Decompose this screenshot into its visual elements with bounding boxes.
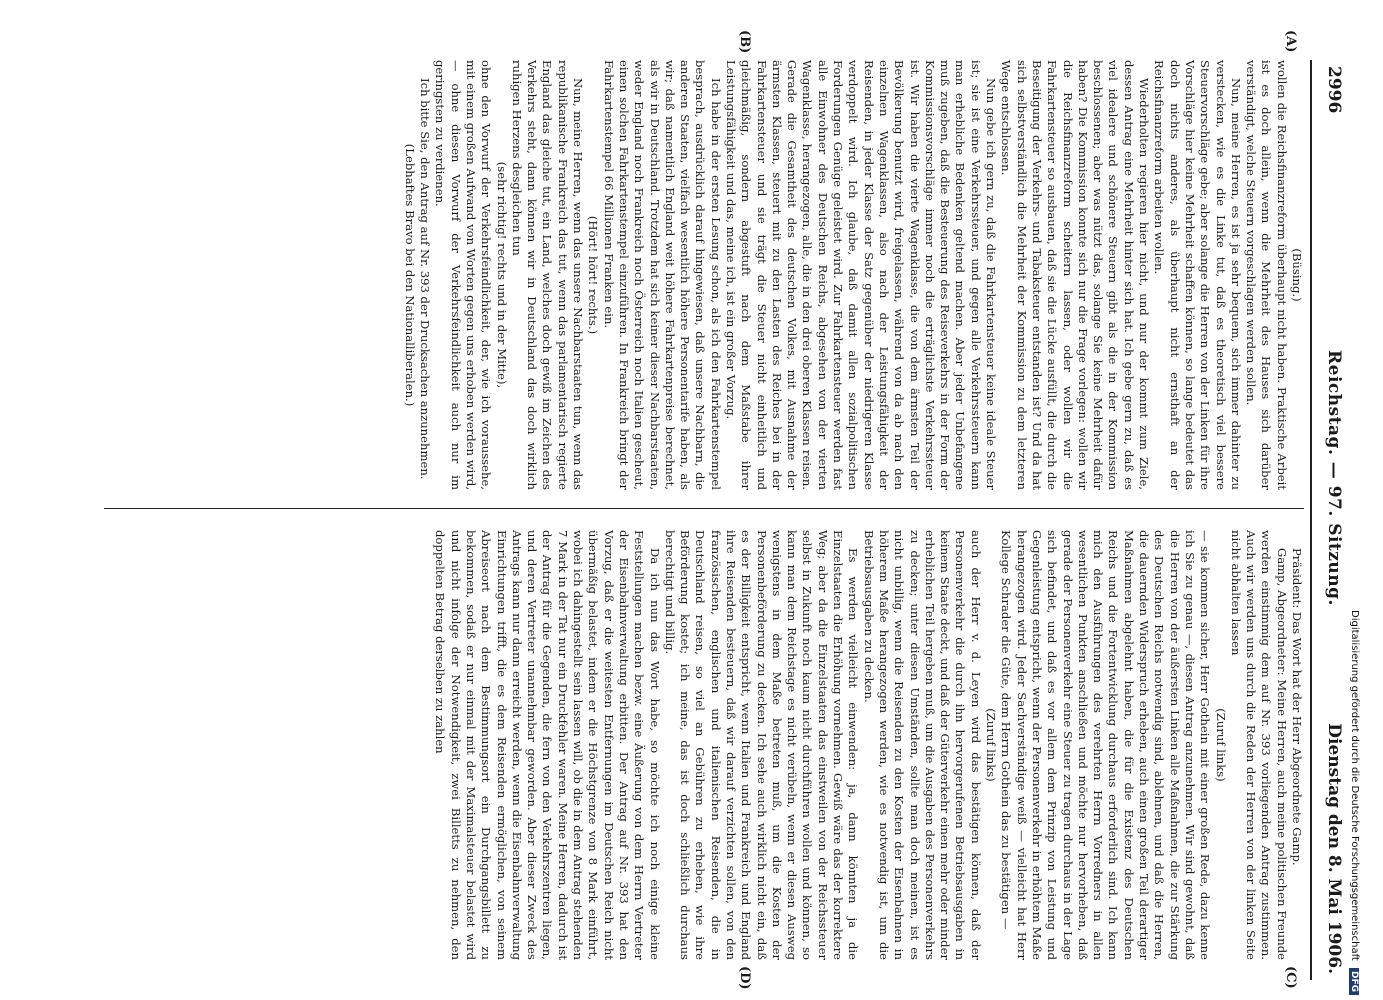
right-column [104,530,1304,960]
marker-c: (C) [1283,966,1298,989]
marker-b: (B) [737,30,752,54]
paragraph: Präsident: Das Wort hat der Herr Abgeordnete Gamp. [1290,548,1304,866]
paragraph: Nun gebe ich gern zu, daß die Fahrkartensteuer keine ideale Steuer ist; sie ist eine Verkehrssteuer, und gegen alle Verkehrssteuern kann man erhebliche Bedenken geltend machen. Aber jeder Unbefangene muß zugeben, daß die Besteuerung des Reiseverkehrs in der Form der Kommissionsvorschläge immer noch die erträglichste Verkehrssteuer ist. Wir haben die vierte Wagenklasse, die von dem ärmsten Teil der Bevölkerung benutzt wird, freigelassen, während von da ab nach den einzelnen Wagenklassen, also nach der Leistungsfähigkeit der Reisenden, in jeder Klasse der Satz gegenüber der niedrigeren Klasse verdoppelt wird. Ich glaube, daß damit allen sozialpolitischen Forderungen Genüge geleistet wird. Zur Fahrkartensteuer werden fast alle Einwohner des Deutschen Reichs, abgesehen von der vierten Wagenklasse, herangezogen, alle, die in den drei oberen Klassen reisen. Gerade die Gesamtheit des deutschen Volkes, mit Ausnahme der ärmsten Klassen, steuert mit zu den Lasten des Reiches bei in der Fahrkartensteuer und sie trägt die Steuer nicht einheitlich und gleichmäßig, sondern abgestuft nach dem Maßstabe ihrer Leistungsfähigkeit und das, meine ich, ist ein großer Vorzug. [724,60,999,490]
column-divider [104,508,1304,509]
credit-text: Digitalisierung gefördert durch die Deutsche Forschungsgemeinschaft [1349,610,1360,961]
paragraph: ohne den Vorwurf der Verkehrsfeindlichkeit, der, wie ich voraussehe, mit einem großen Aufwand von Worten gegen uns erhoben werden wird, — ohne diesen Vorwurf der Verkehrsfeindlichkeit auch nur im geringsten zu verdienen. [433,60,494,490]
paragraph: Nun, meine Herren, wenn das unsere Nachbarstaaten tun, wenn das republikanische Frankreich das tut, wenn das parlamentarisch regierte England das gleiche tut, ein Land, welches doch gewiß im Zeichen des Verkehrs steht, dann können wir in Deutschland das doch wirklich ruhigen Herzens desgleichen tun [509,60,586,490]
header-title: Reichstag. — 97. Sitzung. [1324,350,1344,606]
page-number: 2996 [1324,66,1344,114]
digitization-credit [1344,610,1360,993]
paragraph: Wiederholten regieren hier nicht, und nur der kommt zum Ziele, dessen Antrag eine Mehrheit hinter sich hat. Ich gebe gern zu, daß es viel idealere und schönere Steuern gibt als die in der Kommission beschlossenen; aber was nützt das, solange Sie keine Mehrheit dafür haben? Die Kommission konnte sich nur die Frage vorlegen: wollen wir die Reichsfinanzreform scheitern lassen, oder wollen wir die Fahrkartensteuer so ausbauen, daß sie die Lücke ausfüllt, die durch die Beseitigung der Verkehrs- und Tabaksteuer entstanden ist? Und da hat sich selbstverständlich die Mehrheit der Kommission zu dem letzteren Wege entschlossen. [999,60,1152,490]
paragraph: Es werden vielleicht einwenden: ja, dann könnten ja die Einzelstaaten die Erhöhung vornehmen. Gewiß wäre das der korrektere Weg; aber da die Einzelstaaten das einstweilen von der Reichssteuer selbst in Zukunft noch kaum nicht durchführen wollen und können, so kann man dem Reichstage es nicht verübeln, wenn er diesen Ausweg wenigstens in dem Maße betreten muß, um die Kosten der Personenbeförderung zu decken. Ich sehe auch wirklich nicht ein, daß es der Billigkeit entspricht, wenn Italien und Frankreich und England ihre Reisenden besteuern, daß wir darauf verzichten sollen, von den französischen, englischen und italienischen Reisenden, die in Deutschland reisen, so viel an Gebühren zu erheben, wie ihre Beförderung kostet; ich meine, das ist doch schließlich durchaus berechtigt und billig. [662,530,861,960]
header-date: Dienstag den 8. Mai 1906. [1324,723,1344,974]
paragraph: auch der Herr v. d. Leyen wird das bestätigen können, daß der Personenverkehr die durch ihn hervorgerufenen Betriebsausgaben in keinem Staate deckt, und daß der Güterverkehr einen mehr oder minder erheblichen Teil hergeben muß, um die Ausgaben des Personenverkehrs zu decken; unter diesen Umständen, sollte man doch meinen, ist es nicht unbillig, wenn die Reisenden zu den Kosten der Eisenbahnen in höherem Maße herangezogen werden, wie es notwendig ist, um die Betriebsausgaben zu decken. [861,530,983,960]
paragraph: Nun, meine Herren, es ist ja sehr bequem, sich immer dahinter zu verstecken, wie es die Linke tut, daß es theoretisch viel bessere Steuervorschläge gebe; aber solange die Herren von der Linken für ihre Vorschläge hier keine Mehrheit schaffen können, so lange bedeutet das doch nichts anderes, als überhaupt nicht ernsthaft an der Reichsfinanzreform arbeiten wollen. [1152,60,1243,490]
interjection: (Hört! hört! rechts.) [586,215,601,335]
speaker-name: (Büsing.) [1290,248,1304,302]
paragraph: wollen die Reichsfinanzreform überhaupt nicht haben. Praktische Arbeit ist es doch allein, wenn die Mehrheit des Hauses sich darüber verständigt, welche Steuern vorgeschlagen werden sollen. [1244,60,1289,490]
document-page [62,0,1352,1000]
paragraph: Da ich nun das Wort habe, so möchte ich noch einige kleine Feststellungen machen bezw. eine Äußerung von dem Herrn Vertreter der Eisenbahnverwaltung erbitten. Der Antrag auf Nr. 393 hat den Vorzug, daß er die weitesten Entfernungen im Deutschen Reich nicht übermäßig belastet, indem er die Höchstgrenze von 8 Mark einführt, wobei ich dahingestellt sein lassen will, ob die in dem Antrag stehenden 7 Mark in der Tat nur ein Druckfehler waren. Meine Herren, dadurch ist der Antrag für die Gegenden, die fern von den Verkehrszentren liegen, und deren Vertreter unannehmbar geworden. Aber dieser Zweck des Antrags kann nur dann erreicht werden, wenn die Eisenbahnverwaltung Einrichtungen trifft, die es dem Reisenden ermöglichen, von seinem Abreiseort nach dem Bestimmungsort ein Durchgangsbillett zu bekommen, sodaß er nur einmal mit der Maximalsteuer belastet wird und nicht infolge der Notwendigkeit, zwei Billetts zu nehmen, den doppelten Betrag derselben zu zahlen [433,530,662,960]
interjection: (sehr richtig! rechts und in der Mitte), [494,161,509,389]
interjection: (Zuruf links) [1213,708,1228,782]
marker-d: (D) [737,966,752,990]
interjection: (Zuruf links) [984,708,999,782]
left-column [104,60,1304,490]
interjection: (Lebhaftes Bravo bei den Nationalliberalen.) [402,143,417,407]
paragraph: Ich habe in der ersten Lesung schon, als ich den Fahrkartenstempel besprach, ausdrücklich darauf hingewiesen, daß unsere Nachbarn, die anderen Staaten, vielfach wesentlich höhere Personentarife haben, als wir; daß namentlich England weit höhere Fahrkartenpreise berechnet, als wir in Deutschland. Trotzdem hat sich keiner dieser Nachbarstaaten, weder England noch Frankreich noch Österreich noch Italien gescheut, einen solchen Fahrkartenstempel einzuführen. In Frankreich bringt der Fahrkartenstempel 66 Millionen Franken ein. [601,60,723,490]
paragraph: Ich bitte Sie, den Antrag auf Nr. 393 der Drucksachen anzunehmen. [418,78,433,480]
paragraph: Gamp, Abgeordneter: Meine Herren, auch meine politischen Freunde werden einstimmig dem auf Nr. 393 vorliegenden Antrag zustimmen. Auch wir werden uns durch die Reden der Herren von der linken Seite nicht abhalten lassen [1228,530,1289,960]
marker-a: (A) [1283,30,1298,53]
paragraph: — sie kommen sicher, Herr Gothein mit einer großen Rede, dazu kenne ich Sie zu genau —, diesen Antrag anzunehmen. Wir sind gewohnt, daß die Herren von der äußersten Linken alle Maßnahmen, die zur Stärkung des Deutschen Reichs notwendig sind, ablehnen, und daß die Herren, die dauernden Widerspruch erheben, auch einen großen Teil derartiger Maßnahmen abgelehnt haben, die für die Existenz des Deutschen Reichs und die Fortentwicklung durchaus erforderlich sind. Ich kann mich den Ausführungen des verehrten Herrn Vorredners in allen wesentlichen Punkten anschließen und möchte nur hervorheben, daß gerade der Personenverkehr eine Steuer zu tragen durchaus in der Lage sich befindet, und daß es vor allem dem Prinzip von Leistung und Gegenleistung entspricht, wenn der Personenverkehr in erhöhtem Maße herangezogen wird. Jeder Sachverständige weiß — vielleicht hat Herr Kollege Schrader die Güte, dem Herrn Gothein das zu bestätigen — [999,530,1213,960]
dfg-logo: DFG [1349,968,1359,995]
